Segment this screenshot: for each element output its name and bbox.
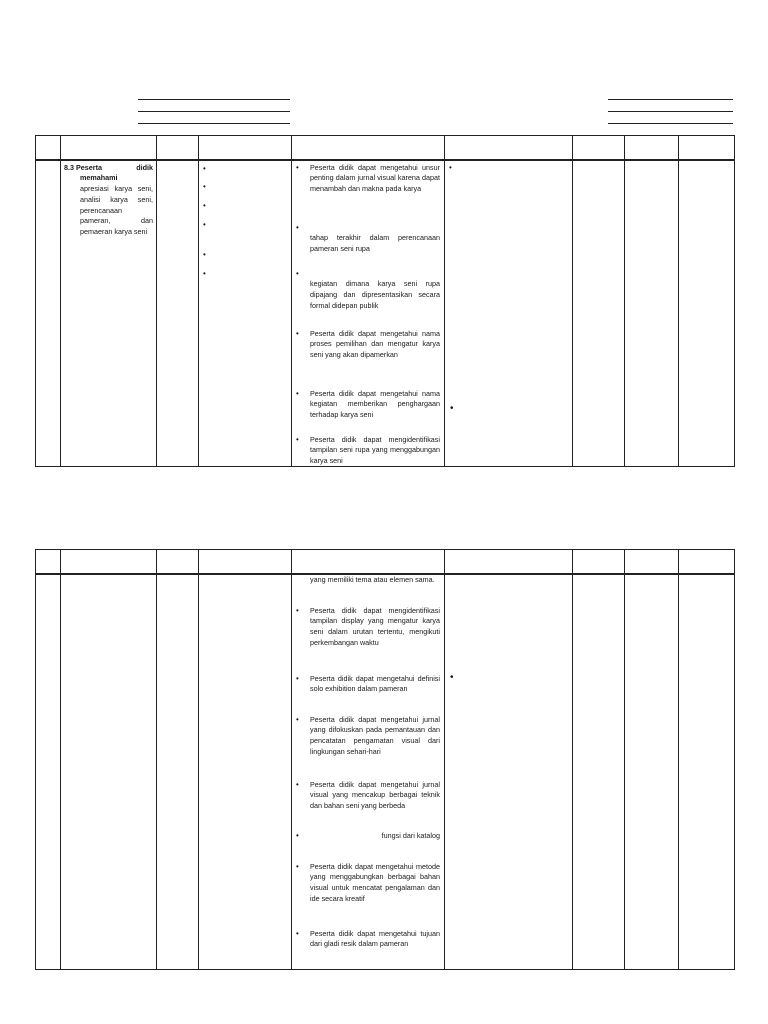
empty-cell [625,574,679,970]
bullet-icon: • [296,605,299,615]
kisi-kisi-table-1 [35,135,735,467]
bullet-icon: • [296,861,299,871]
header-rule-left-2 [138,111,290,112]
empty-cell [573,160,625,467]
indicator-text: fungsi dari katalog [381,830,440,840]
header-cell [292,136,445,160]
table-header-row [36,136,735,160]
list-item [292,606,444,649]
indicator-text: Peserta didik dapat mengetahui jurnal visual yang mencakup berbagai teknik dan bahan seni yang berbeda [310,779,440,811]
bullet-icon: • [203,163,206,173]
indicator-text: Peserta didik dapat mengetahui definisi solo exhibition dalam pameran [310,673,440,694]
header-cell [157,550,199,574]
bullet-icon: • [203,219,206,229]
header-rule-left-1 [138,99,290,100]
bullet-cell [199,574,292,970]
header-rule-left-3 [138,123,290,124]
header-cell [36,136,61,160]
indicator-text: tahap terakhir dalam perencanaan pameran seni rupa [310,233,440,254]
header-cell [292,550,445,574]
indicator-text: Peserta didik dapat mengidentifikasi tampilan seni rupa yang menggabungan karya seni [310,434,440,466]
header-cell [625,550,679,574]
list-item [292,929,444,951]
bullet-icon: • [203,181,206,191]
header-cell [61,550,157,574]
table-header-row [36,550,735,574]
indicator-text: Peserta didik dapat mengetahui unsur penting dalam jurnal visual karena dapat menambah dan makna pada karya [310,162,440,194]
header-cell [573,136,625,160]
table-row [36,160,735,467]
indicator-text: yang memiliki tema atau elemen sama. [310,574,435,584]
bullet-cell [199,160,292,467]
indicator-cell [292,574,445,970]
kd-verb: memahami [80,173,118,183]
bullet-icon: • [203,268,206,278]
list-item [292,329,444,361]
indicator-text: Peserta didik dapat mengetahui metode yang menggabungkan berbagai bahan visual untuk mencatat pengalaman dan ide secara kreatif [310,861,440,903]
list-item [292,674,444,696]
header-cell [36,550,61,574]
list-item [292,269,444,312]
indicator-text: kegiatan dimana karya seni rupa dipajang dan dipresentasikan secara formal didepan publik [310,279,440,310]
bullet-icon: • [296,388,299,398]
number-cell [36,574,61,970]
bullet-icon: • [296,673,299,683]
list-item [292,389,444,421]
header-cell [573,550,625,574]
bullet-icon: • [296,714,299,724]
header-cell [61,136,157,160]
header-cell [157,136,199,160]
bullet-icon: • [449,162,452,172]
header-cell [679,136,735,160]
header-rule-right-2 [608,111,733,112]
kisi-kisi-table-2 [35,549,735,970]
indicator-text: Peserta didik dapat mengetahui nama proses pemilihan dan mengatur karya seni yang akan dipamerkan [310,328,440,360]
bullet-icon: • [296,928,299,938]
kd-number: 8.3 [64,162,74,172]
bullet-icon: • [296,222,299,232]
header-rule-right-1 [608,99,733,100]
empty-cell [573,574,625,970]
bullet-cell [445,160,573,467]
list-item [292,435,444,467]
table-row [36,574,735,970]
list-item [292,575,444,586]
header-cell [199,550,292,574]
header-cell [199,136,292,160]
number-cell [36,160,61,467]
list-item [292,163,444,195]
empty-cell [625,160,679,467]
header-cell [445,550,573,574]
list-item [292,223,444,255]
kd-word: Peserta [76,162,102,172]
bullet-icon: • [296,434,299,444]
competency-cell [61,160,157,467]
list-item [292,831,444,842]
list-item [292,715,444,758]
bullet-icon: • [296,268,299,278]
bullet-icon: • [450,671,454,683]
indicator-text: Peserta didik dapat mengetahui tujuan dari gladi resik dalam pameran [310,928,440,949]
list-item [292,780,444,812]
material-cell [157,574,199,970]
kd-word: didik [136,162,153,172]
kd-text: apresiasi karya seni, analisi karya seni, perencanaan pameran, dan pemaeran karya seni [80,184,153,237]
bullet-icon: • [296,779,299,789]
bullet-icon: • [296,162,299,172]
competency-cell [61,574,157,970]
indicator-cell [292,160,445,467]
header-rule-right-3 [608,123,733,124]
header-cell [445,136,573,160]
bullet-icon: • [450,402,454,414]
header-cell [625,136,679,160]
bullet-icon: • [203,200,206,210]
bullet-icon: • [296,830,299,840]
indicator-text: Peserta didik dapat mengidentifikasi tampilan display yang mengatur karya seni dalam urutan tertentu, mengikuti perkembangan waktu [310,605,440,647]
bullet-icon: • [203,249,206,259]
bullet-cell [445,574,573,970]
header-cell [679,550,735,574]
empty-cell [679,574,735,970]
empty-cell [679,160,735,467]
material-cell [157,160,199,467]
bullet-icon: • [296,328,299,338]
list-item [292,862,444,905]
indicator-text: Peserta didik dapat mengetahui jurnal yang difokuskan pada pemantauan dan pencatatan pengamatan visual dari lingkungan sehari-hari [310,714,440,756]
indicator-text: Peserta didik dapat mengetahui nama kegiatan memberikan penghargaan terhadap karya seni [310,388,440,420]
